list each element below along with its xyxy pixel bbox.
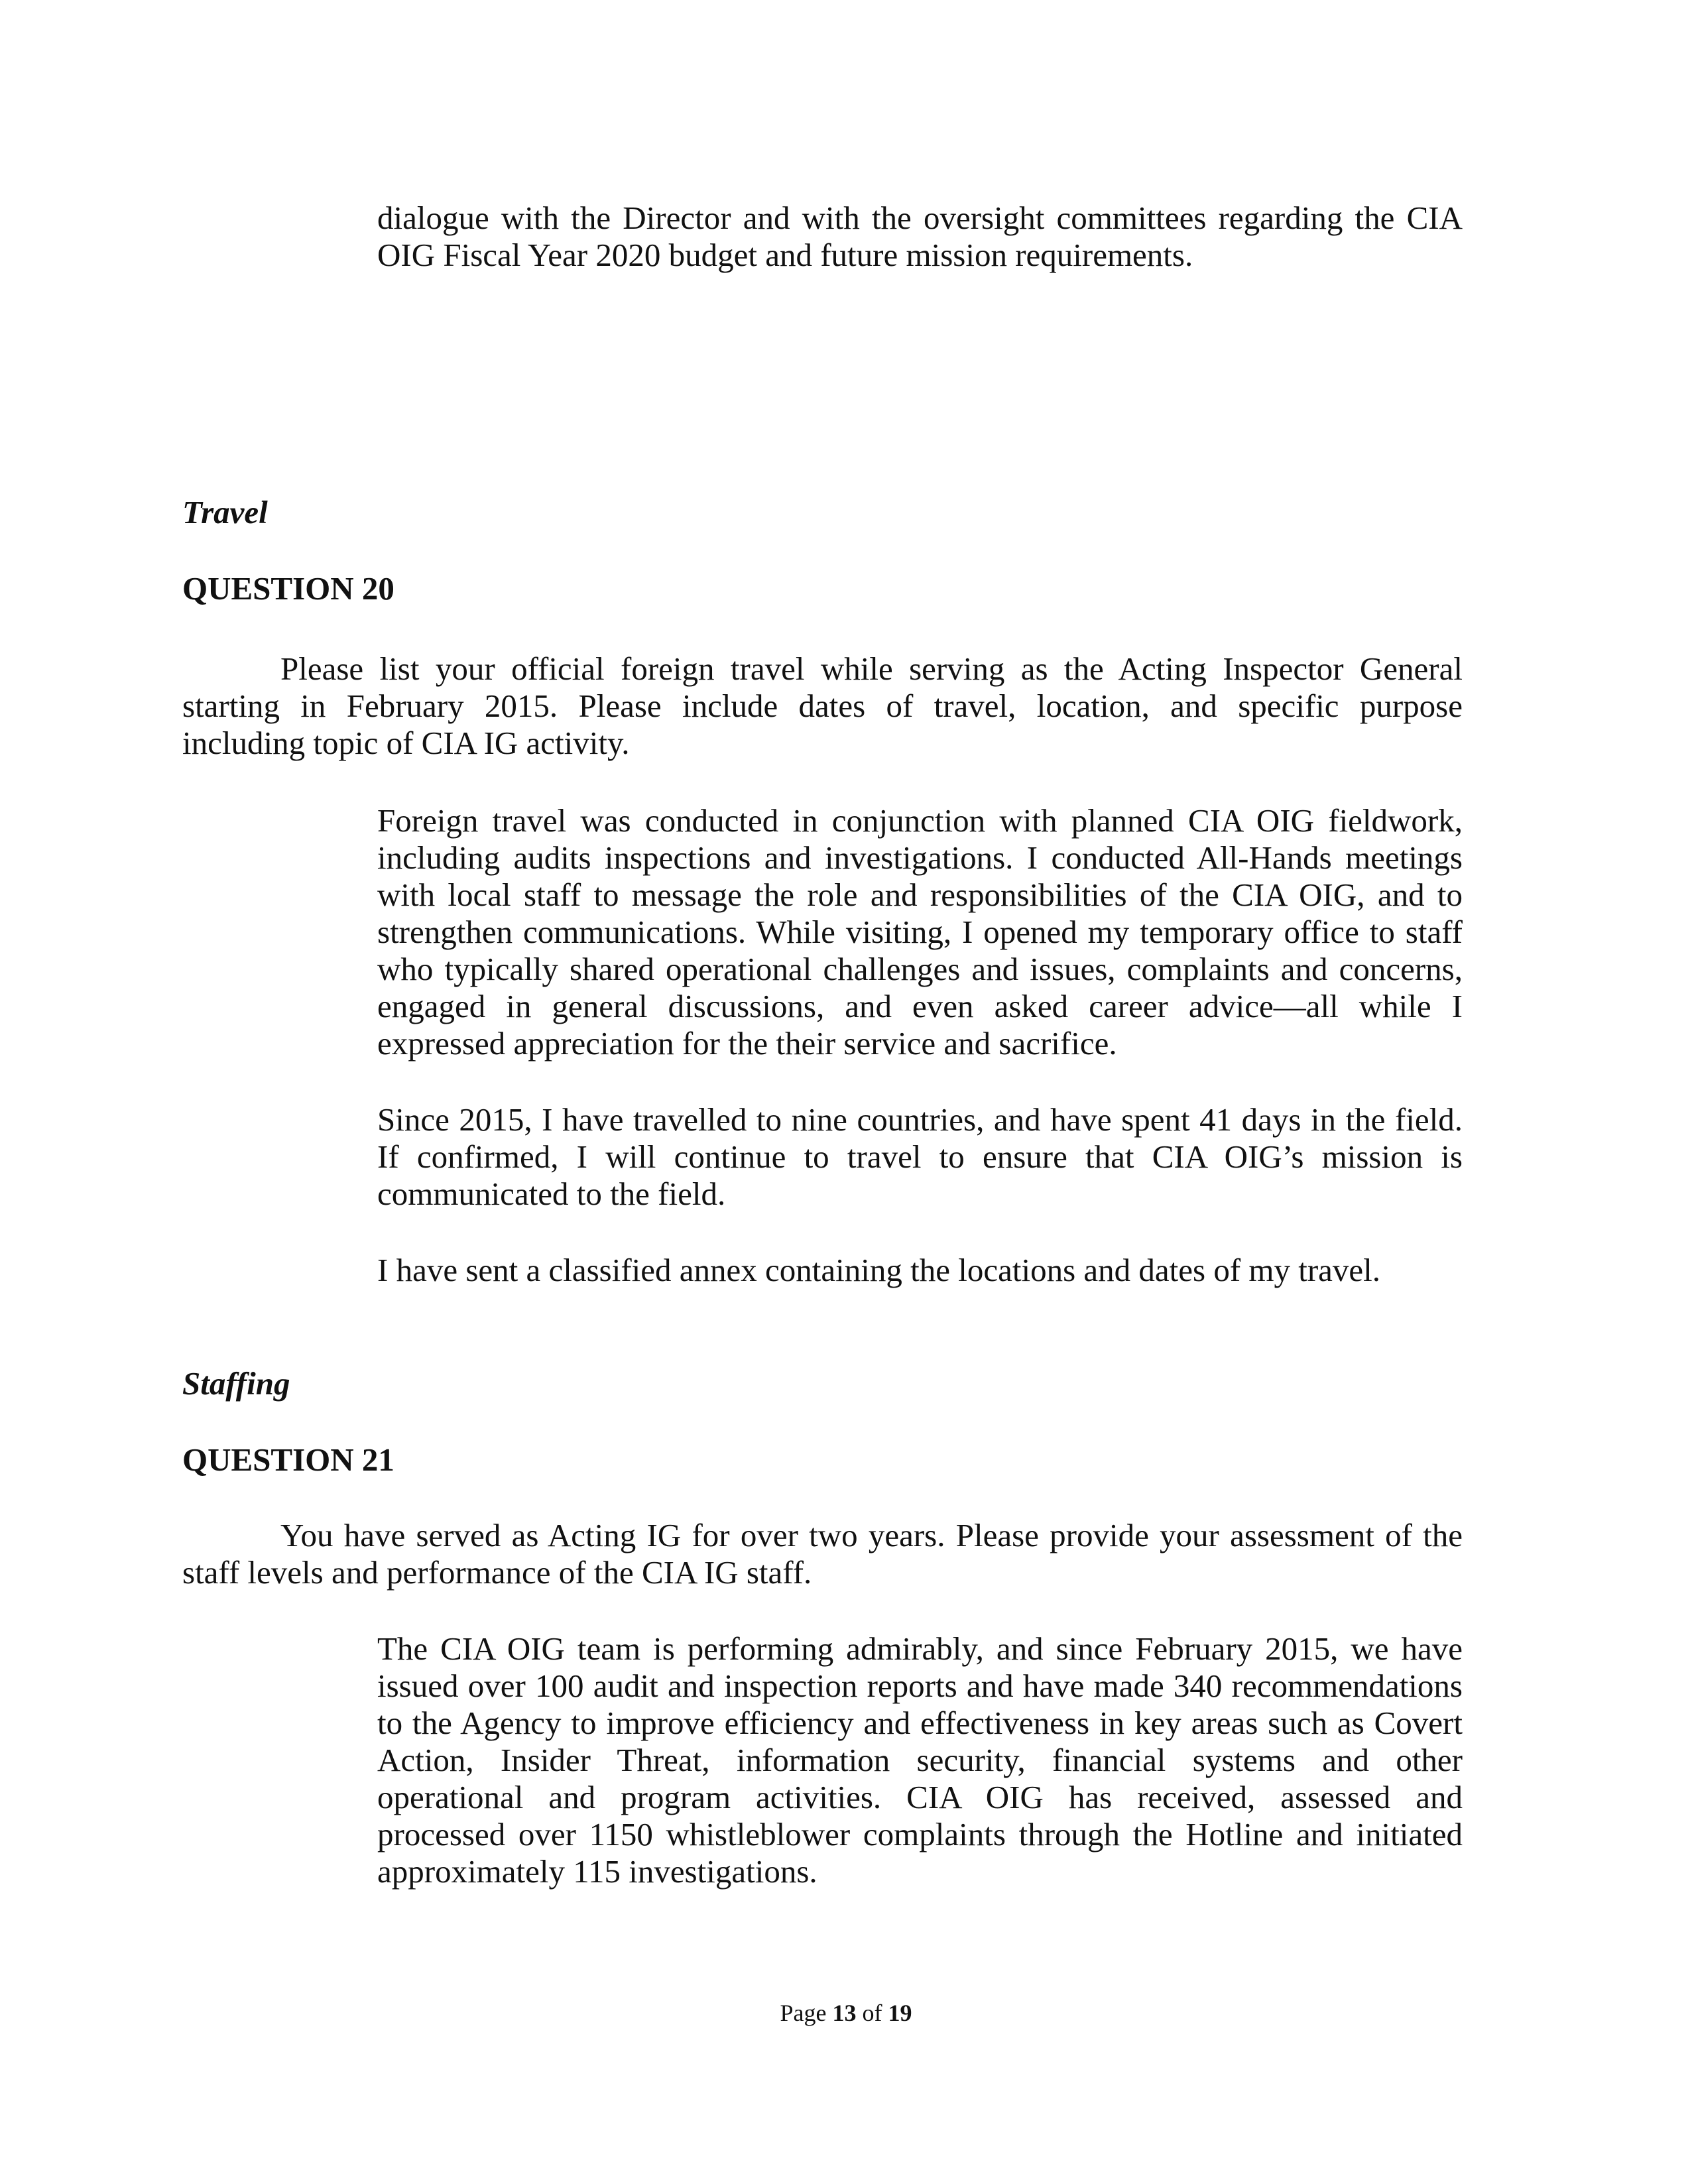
question-21-label: QUESTION 21	[182, 1441, 394, 1478]
text-line: starting in February 2015. Please include dates of travel, location, and specific purpose	[182, 688, 1463, 724]
answer-21-paragraph	[377, 1630, 1463, 1890]
text-line: The CIA OIG team is performing admirably, and since February 2015, we have	[377, 1630, 1463, 1667]
text-line: engaged in general discussions, and even asked career advice—all while I	[377, 988, 1463, 1024]
page-word: Page	[780, 2000, 827, 2026]
text-line: If confirmed, I will continue to travel to ensure that CIA OIG’s mission is	[377, 1138, 1463, 1175]
text-line: approximately 115 investigations.	[377, 1853, 817, 1890]
answer-20-paragraph-1	[377, 802, 1463, 1062]
text-line: Since 2015, I have travelled to nine countries, and have spent 41 days in the field.	[377, 1101, 1463, 1138]
text-line: including audits inspections and investigations. I conducted All-Hands meetings	[377, 839, 1463, 876]
page-number: 13	[832, 2000, 857, 2026]
text-line: operational and program activities. CIA OIG has received, assessed and	[377, 1779, 1463, 1815]
section-heading-staffing: Staffing	[182, 1365, 290, 1402]
text-line: with local staff to message the role and responsibilities of the CIA OIG, and to	[377, 877, 1463, 913]
text-line: Action, Insider Threat, information security, financial systems and other	[377, 1742, 1463, 1778]
text-line: strengthen communications. While visiting, I opened my temporary office to staff	[377, 914, 1463, 950]
question-20-text	[182, 650, 1463, 762]
text-line: processed over 1150 whistleblower complaints through the Hotline and initiated	[377, 1816, 1463, 1852]
text-line: to the Agency to improve efficiency and effectiveness in key areas such as Covert	[377, 1705, 1463, 1741]
section-heading-travel: Travel	[182, 494, 268, 530]
text-line: who typically shared operational challenges and issues, complaints and concerns,	[377, 951, 1463, 987]
text-line: I have sent a classified annex containing the locations and dates of my travel.	[377, 1252, 1381, 1288]
continuation-paragraph	[377, 200, 1463, 274]
text-line: communicated to the field.	[377, 1176, 726, 1212]
text-line: expressed appreciation for the their service and sacrifice.	[377, 1025, 1117, 1062]
question-21-text	[182, 1517, 1463, 1591]
text-line: including topic of CIA IG activity.	[182, 725, 630, 761]
of-word: of	[862, 2000, 882, 2026]
text-line: Foreign travel was conducted in conjunction with planned CIA OIG fieldwork,	[377, 802, 1463, 839]
text-line: staff levels and performance of the CIA IG staff.	[182, 1554, 812, 1591]
text-line: issued over 100 audit and inspection reports and have made 340 recommendations	[377, 1668, 1463, 1704]
answer-20-paragraph-3	[377, 1252, 1463, 1289]
answer-20-paragraph-2	[377, 1101, 1463, 1213]
total-pages: 19	[888, 2000, 912, 2026]
text-line: You have served as Acting IG for over two years. Please provide your assessment of the	[280, 1517, 1463, 1553]
page-footer	[0, 1999, 1692, 2027]
text-line: dialogue with the Director and with the oversight committees regarding the CIA	[377, 200, 1463, 236]
text-line: OIG Fiscal Year 2020 budget and future mission requirements.	[377, 237, 1193, 273]
question-20-label: QUESTION 20	[182, 570, 394, 607]
text-line: Please list your official foreign travel while serving as the Acting Inspector General	[280, 650, 1463, 687]
